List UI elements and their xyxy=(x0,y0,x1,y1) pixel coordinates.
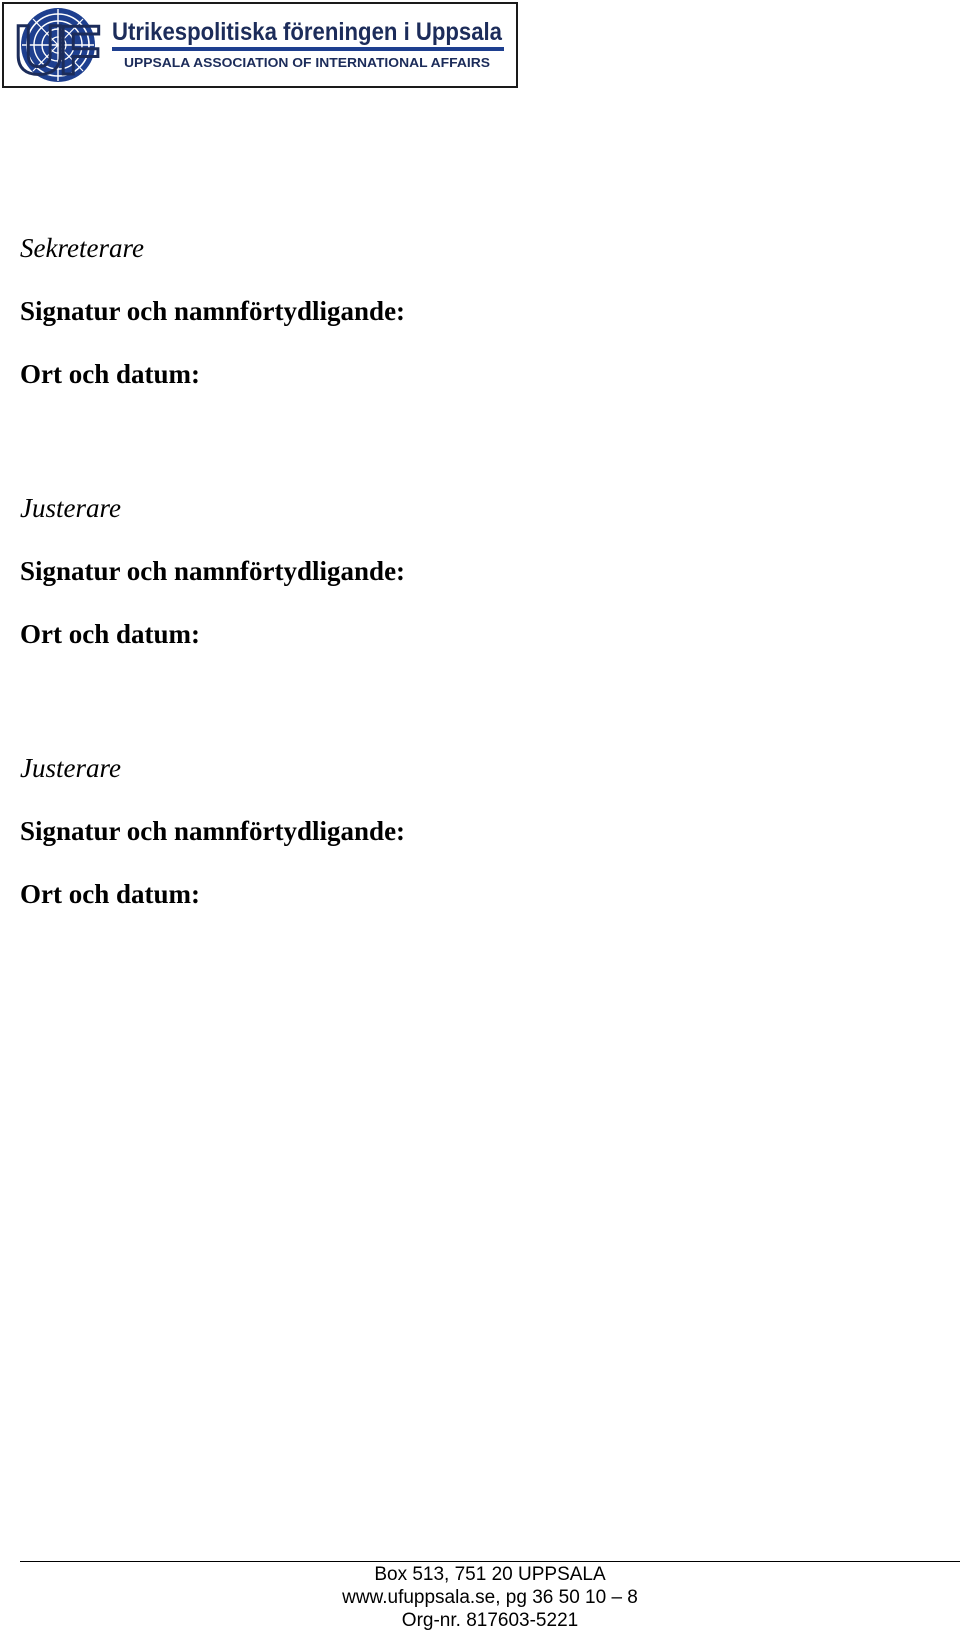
place-date-label: Ort och datum: xyxy=(20,619,200,649)
role-label: Sekreterare xyxy=(20,233,144,263)
footer-divider xyxy=(20,1561,960,1562)
association-logo xyxy=(2,2,518,88)
logo-graphic xyxy=(4,4,516,86)
footer-address: Box 513, 751 20 UPPSALA xyxy=(374,1564,606,1585)
role-label: Justerare xyxy=(20,493,121,523)
signature-label: Signatur och namnförtydligande: xyxy=(20,556,406,586)
footer-contact: www.ufuppsala.se, pg 36 50 10 – 8 xyxy=(342,1587,638,1608)
logo-divider xyxy=(112,47,504,51)
place-date-label: Ort och datum: xyxy=(20,359,200,389)
logo-mark-letters: UF xyxy=(14,11,96,86)
footer-org-number: Org-nr. 817603-5221 xyxy=(401,1610,579,1631)
role-label: Justerare xyxy=(20,753,121,783)
signature-label: Signatur och namnförtydligande: xyxy=(20,816,406,846)
logo-title-swedish: Utrikespolitiska föreningen i Uppsala xyxy=(112,18,503,46)
logo-title-english: UPPSALA ASSOCIATION OF INTERNATIONAL AFFAIRS xyxy=(124,55,491,70)
signature-label: Signatur och namnförtydligande: xyxy=(20,296,406,326)
place-date-label: Ort och datum: xyxy=(20,879,200,909)
